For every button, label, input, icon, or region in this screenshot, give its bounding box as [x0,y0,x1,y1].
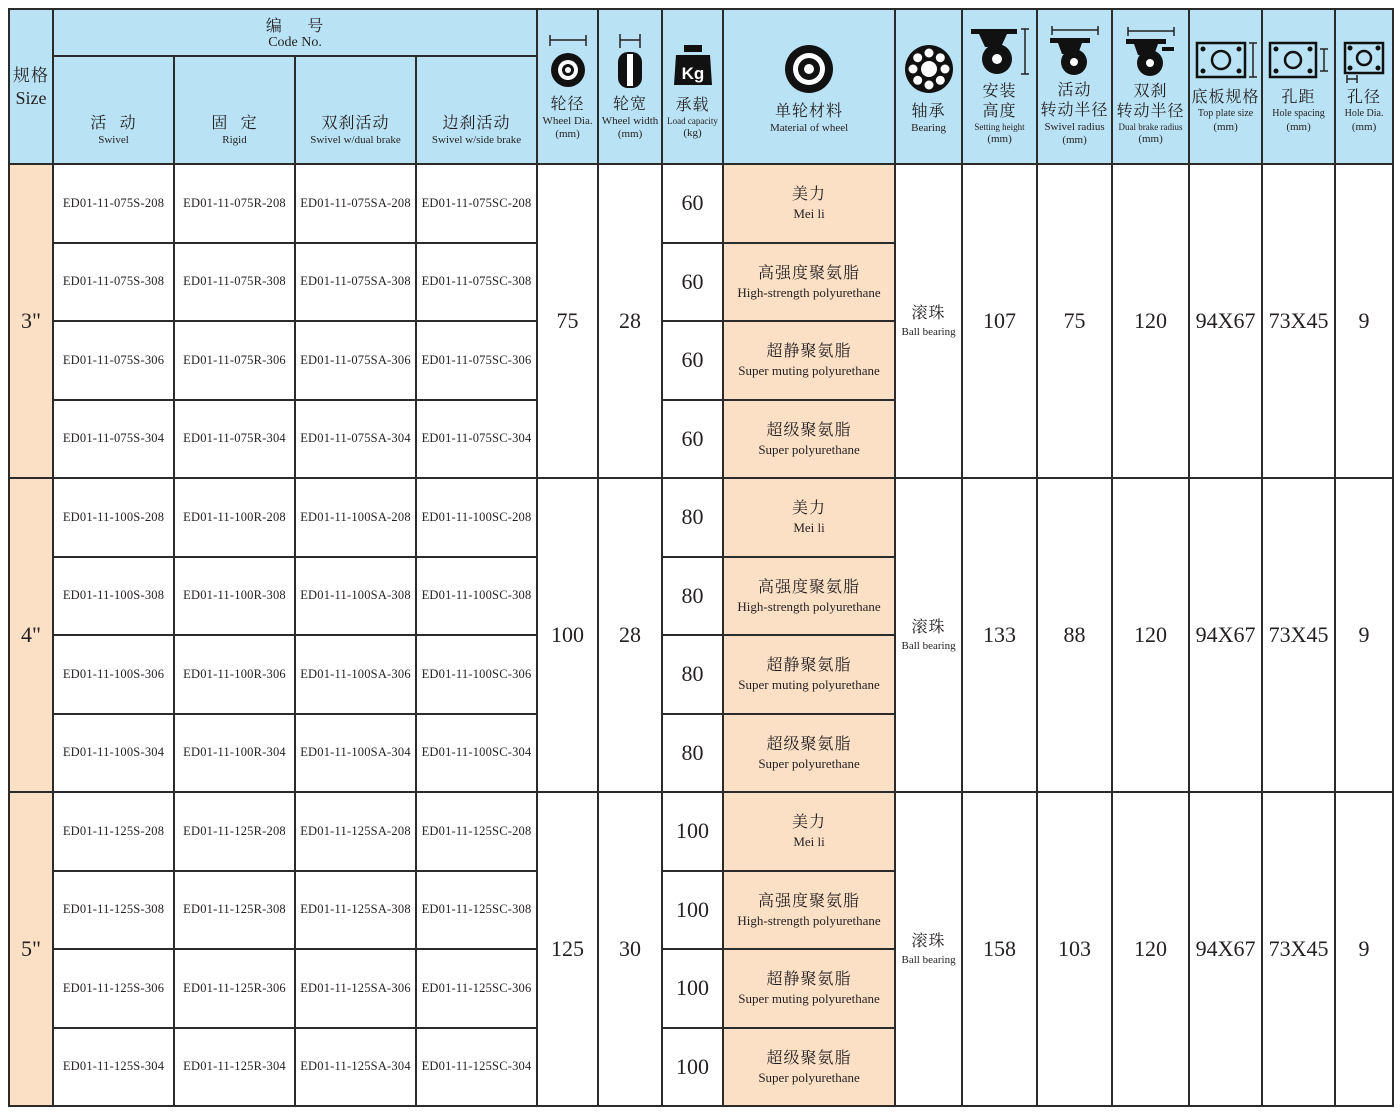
bearing-zh: 滚珠 [911,931,946,950]
load-cell: 100 [662,949,723,1028]
code-dual-brake-cell: ED01-11-100SA-308 [295,557,416,636]
dual-brake-radius-unit: (mm) [1138,133,1163,145]
material-en: Super muting polyurethane [738,363,880,379]
code-dual-brake-cell: ED01-11-125SA-304 [295,1028,416,1107]
code-rigid-cell: ED01-11-125R-308 [174,871,295,950]
table-row [9,478,1393,557]
wheel-width-cell: 28 [598,164,662,478]
code-col-swivel-en: Swivel [98,134,129,146]
material-en: Mei li [793,206,825,222]
material-cell [723,400,895,479]
load-cell: 100 [662,1028,723,1107]
material-en: Super polyurethane [758,755,860,771]
code-dual-brake-cell: ED01-11-075SA-304 [295,400,416,479]
code-dual-brake-cell: ED01-11-075SA-308 [295,243,416,322]
code-swivel-cell: ED01-11-075S-208 [53,164,174,243]
material-en: Mei li [793,520,825,536]
hole-dia-cell: 9 [1335,478,1393,792]
hole-spacing-en: Hole spacing [1272,108,1325,119]
hole-dia-unit: (mm) [1351,121,1377,133]
code-side-brake-cell: ED01-11-100SC-308 [416,557,537,636]
load-cell: 100 [662,871,723,950]
material-cell [723,635,895,714]
dual-brake-radius-zh1: 双刹 [1133,81,1168,100]
swivel-radius-unit: (mm) [1062,134,1087,146]
bearing-icon [903,39,955,97]
code-swivel-cell: ED01-11-100S-208 [53,478,174,557]
top-plate-unit: (mm) [1213,121,1238,133]
material-zh: 超静聚氨脂 [766,341,852,361]
load-cell: 80 [662,478,723,557]
material-cell [723,792,895,871]
load-cell: 60 [662,243,723,322]
top-plate-cell: 94X67 [1189,164,1262,478]
material-zh: 超级聚氨脂 [766,419,852,439]
load-cell: 60 [662,400,723,479]
dual-brake-radius-cell: 120 [1112,164,1189,478]
load-cell: 60 [662,321,723,400]
code-side-brake-cell: ED01-11-100SC-306 [416,635,537,714]
material-cell [723,164,895,243]
material-cell [723,714,895,793]
code-swivel-cell: ED01-11-100S-306 [53,635,174,714]
code-col-swivel [53,56,174,164]
load-cell: 60 [662,164,723,243]
code-col-dual-en: Swivel w/dual brake [310,134,401,146]
wheel-dia-cell: 75 [537,164,598,478]
material-cell [723,557,895,636]
wheel-width-unit: (mm) [617,128,643,140]
bearing-header [895,9,962,164]
hole-spacing-header [1262,9,1335,164]
material-cell [723,321,895,400]
top-plate-cell: 94X67 [1189,478,1262,792]
dual-brake-radius-header [1112,9,1189,164]
load-cell: 80 [662,635,723,714]
hole-diameter-icon [1339,39,1389,83]
material-cell [723,871,895,950]
wheel-dia-header [537,9,598,164]
bearing-zh: 轴承 [911,100,946,120]
size-header [9,9,53,164]
code-dual-brake-cell: ED01-11-125SA-208 [295,792,416,871]
wheel-width-en: Wheel width [601,115,659,127]
wheel-dia-cell: 100 [537,478,598,792]
top-plate-size-icon [1193,39,1259,83]
hole-dia-header [1335,9,1393,164]
code-swivel-cell: ED01-11-125S-308 [53,871,174,950]
material-en: Super muting polyurethane [738,991,880,1007]
material-zh: 超级聚氨脂 [766,733,852,753]
hole-spacing-unit: (mm) [1286,121,1311,133]
bearing-en: Ball bearing [901,326,956,338]
code-col-dual-brake [295,56,416,164]
table-row [9,164,1393,243]
top-plate-cell: 94X67 [1189,792,1262,1106]
setting-height-en: Setting height [974,122,1025,132]
material-cell [723,478,895,557]
spec-table-body [9,164,1393,1106]
code-dual-brake-cell: ED01-11-125SA-306 [295,949,416,1028]
code-swivel-cell: ED01-11-075S-308 [53,243,174,322]
material-en: High-strength polyurethane [737,912,881,928]
dual-brake-radius-cell: 120 [1112,792,1189,1106]
wheel-material-icon [779,39,839,97]
code-rigid-cell: ED01-11-100R-308 [174,557,295,636]
top-plate-en: Top plate size [1197,108,1254,119]
size-cell: 4" [9,478,53,792]
code-col-side-brake [416,56,537,164]
wheel-diameter-icon [545,32,591,90]
code-rigid-cell: ED01-11-100R-306 [174,635,295,714]
bearing-cell [895,478,962,792]
material-en: Super polyurethane [758,1069,860,1085]
code-side-brake-cell: ED01-11-075SC-304 [416,400,537,479]
code-rigid-cell: ED01-11-125R-304 [174,1028,295,1107]
load-weight-icon [670,33,716,91]
code-swivel-cell: ED01-11-075S-304 [53,400,174,479]
material-zh: 高强度聚氨脂 [758,262,861,282]
hole-spacing-zh: 孔距 [1281,87,1316,106]
swivel-radius-cell: 88 [1037,478,1112,792]
code-rigid-cell: ED01-11-100R-208 [174,478,295,557]
material-cell [723,243,895,322]
swivel-radius-cell: 75 [1037,164,1112,478]
code-side-brake-cell: ED01-11-075SC-208 [416,164,537,243]
load-cell: 80 [662,714,723,793]
code-col-side-zh: 边刹活动 [442,113,511,132]
dual-brake-radius-cell: 120 [1112,478,1189,792]
swivel-radius-cell: 103 [1037,792,1112,1106]
code-swivel-cell: ED01-11-075S-306 [53,321,174,400]
code-dual-brake-cell: ED01-11-125SA-308 [295,871,416,950]
code-dual-brake-cell: ED01-11-100SA-208 [295,478,416,557]
wheel-width-icon [607,32,653,90]
swivel-radius-header [1037,9,1112,164]
load-header [662,9,723,164]
wheel-width-cell: 30 [598,792,662,1106]
hole-dia-cell: 9 [1335,164,1393,478]
material-en: High-strength polyurethane [737,598,881,614]
setting-height-zh2: 高度 [982,101,1017,120]
code-header-en: Code No. [268,34,322,50]
setting-height-header [962,9,1037,164]
code-col-swivel-zh: 活 动 [90,113,137,132]
material-en: Material of wheel [769,121,849,134]
code-rigid-cell: ED01-11-125R-306 [174,949,295,1028]
setting-height-zh1: 安装 [982,81,1017,100]
wheel-width-zh: 轮宽 [613,94,648,113]
material-en: Mei li [793,834,825,850]
code-dual-brake-cell: ED01-11-100SA-306 [295,635,416,714]
code-swivel-cell: ED01-11-100S-308 [53,557,174,636]
wheel-width-cell: 28 [598,478,662,792]
setting-height-icon [967,27,1033,77]
caster-spec-sheet [8,8,1392,1112]
material-zh: 超静聚氨脂 [766,655,852,675]
bearing-en: Ball bearing [901,954,956,966]
hole-spacing-icon [1266,39,1332,83]
material-cell [723,1028,895,1107]
code-side-brake-cell: ED01-11-125SC-304 [416,1028,537,1107]
wheel-dia-en: Wheel Dia. [542,115,593,127]
material-zh: 超级聚氨脂 [766,1047,852,1067]
code-side-brake-cell: ED01-11-125SC-306 [416,949,537,1028]
code-side-brake-cell: ED01-11-100SC-304 [416,714,537,793]
code-rigid-cell: ED01-11-125R-208 [174,792,295,871]
code-dual-brake-cell: ED01-11-100SA-304 [295,714,416,793]
code-col-dual-zh: 双刹活动 [321,113,390,132]
wheel-dia-unit: (mm) [555,128,580,140]
wheel-width-header [598,9,662,164]
material-zh: 美力 [792,184,827,204]
bearing-cell [895,164,962,478]
load-unit: (kg) [683,127,702,139]
size-header-zh: 规格 [13,65,49,86]
swivel-radius-icon [1042,26,1108,76]
swivel-radius-zh2: 转动半径 [1040,100,1109,119]
code-group-header [53,9,537,56]
setting-height-cell: 158 [962,792,1037,1106]
dual-brake-radius-en: Dual brake radius [1118,122,1183,132]
hole-dia-en: Hole Dia. [1344,108,1384,119]
code-rigid-cell: ED01-11-075R-308 [174,243,295,322]
load-icon-text: Kg [681,64,704,83]
material-zh: 单轮材料 [775,100,844,120]
code-side-brake-cell: ED01-11-075SC-308 [416,243,537,322]
dual-brake-radius-zh2: 转动半径 [1116,101,1185,120]
code-swivel-cell: ED01-11-125S-304 [53,1028,174,1107]
code-side-brake-cell: ED01-11-075SC-306 [416,321,537,400]
material-cell [723,949,895,1028]
top-plate-zh: 底板规格 [1191,87,1260,106]
hole-spacing-cell: 73X45 [1262,478,1335,792]
code-rigid-cell: ED01-11-075R-306 [174,321,295,400]
hole-spacing-cell: 73X45 [1262,164,1335,478]
code-header-zh: 编 号 [265,15,325,35]
load-cell: 100 [662,792,723,871]
hole-dia-cell: 9 [1335,792,1393,1106]
material-zh: 高强度聚氨脂 [758,890,861,910]
code-side-brake-cell: ED01-11-100SC-208 [416,478,537,557]
bearing-zh: 滚珠 [911,303,946,322]
code-rigid-cell: ED01-11-075R-304 [174,400,295,479]
hole-spacing-cell: 73X45 [1262,792,1335,1106]
load-cell: 80 [662,557,723,636]
material-zh: 美力 [792,498,827,518]
setting-height-cell: 107 [962,164,1037,478]
bearing-cell [895,792,962,1106]
material-en: High-strength polyurethane [737,284,881,300]
material-zh: 超静聚氨脂 [766,969,852,989]
bearing-zh: 滚珠 [911,617,946,636]
material-en: Super polyurethane [758,441,860,457]
bearing-en: Bearing [911,121,946,134]
code-col-rigid-en: Rigid [222,134,247,146]
size-cell: 3" [9,164,53,478]
spec-table [8,8,1394,1107]
material-zh: 美力 [792,812,827,832]
code-rigid-cell: ED01-11-100R-304 [174,714,295,793]
setting-height-cell: 133 [962,478,1037,792]
wheel-dia-cell: 125 [537,792,598,1106]
swivel-radius-en: Swivel radius [1044,121,1105,133]
swivel-radius-zh1: 活动 [1057,80,1092,99]
size-header-en: Size [15,87,47,108]
bearing-en: Ball bearing [901,640,956,652]
material-zh: 高强度聚氨脂 [758,576,861,596]
dual-brake-radius-icon [1118,27,1184,77]
material-en: Super muting polyurethane [738,677,880,693]
table-row [9,792,1393,871]
code-col-rigid-zh: 固 定 [211,113,258,132]
code-dual-brake-cell: ED01-11-075SA-208 [295,164,416,243]
load-en: Load capacity [667,116,718,126]
code-swivel-cell: ED01-11-125S-208 [53,792,174,871]
code-swivel-cell: ED01-11-100S-304 [53,714,174,793]
wheel-dia-zh: 轮径 [550,94,585,113]
code-side-brake-cell: ED01-11-125SC-308 [416,871,537,950]
size-cell: 5" [9,792,53,1106]
code-side-brake-cell: ED01-11-125SC-208 [416,792,537,871]
code-swivel-cell: ED01-11-125S-306 [53,949,174,1028]
top-plate-header [1189,9,1262,164]
code-col-side-en: Swivel w/side brake [431,134,522,146]
material-header [723,9,895,164]
code-rigid-cell: ED01-11-075R-208 [174,164,295,243]
setting-height-unit: (mm) [987,133,1012,145]
code-dual-brake-cell: ED01-11-075SA-306 [295,321,416,400]
load-zh: 承载 [675,95,710,114]
code-col-rigid [174,56,295,164]
hole-dia-zh: 孔径 [1347,87,1382,106]
